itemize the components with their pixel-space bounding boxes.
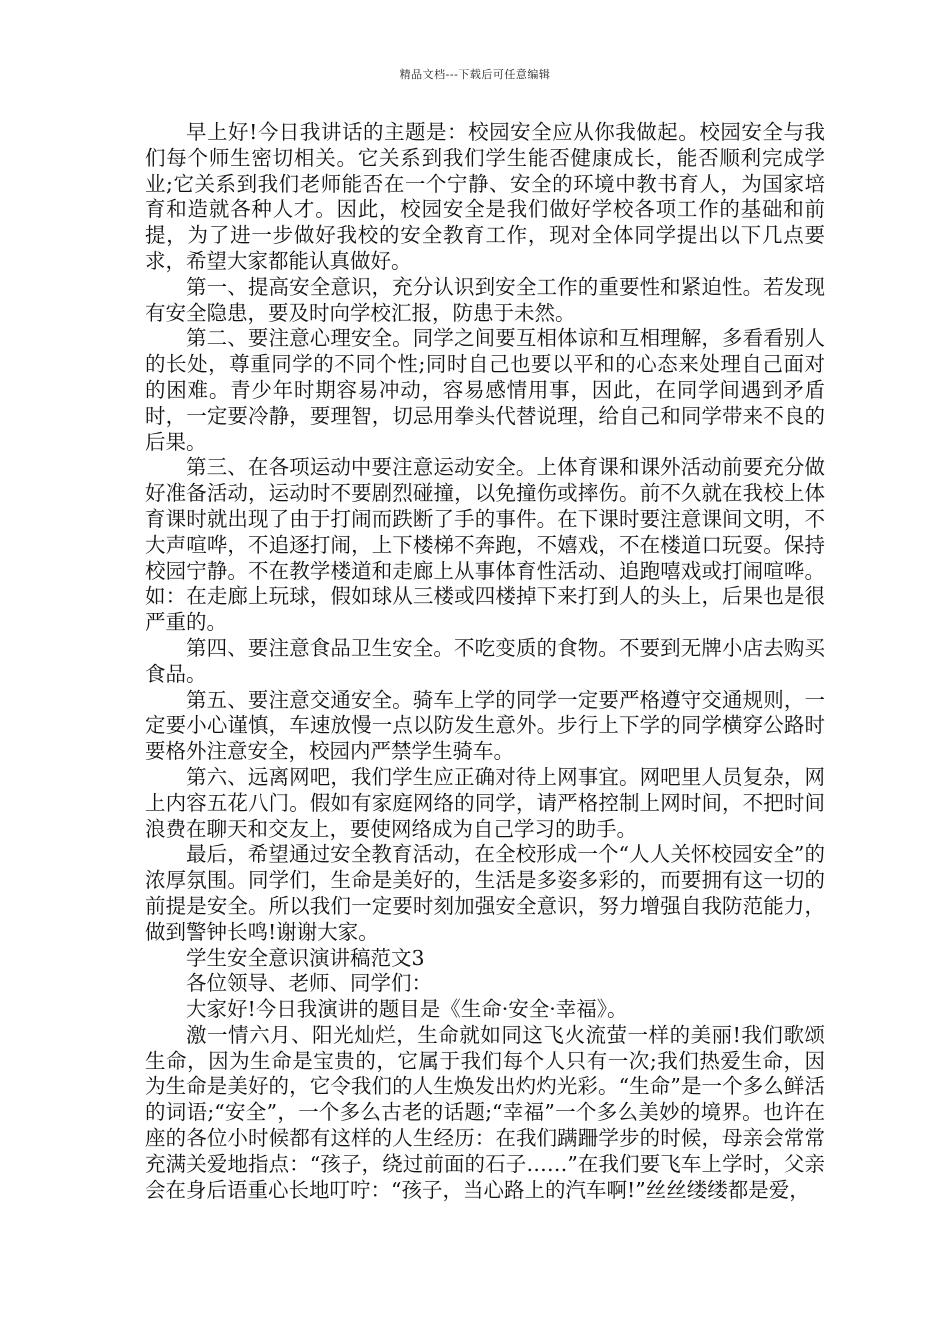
paragraph-point-6: 第六、远离网吧，我们学生应正确对待上网事宜。网吧里人员复杂，网上内容五花八门。假如有家庭网络的同学，请严格控制上网时间，不把时间浪费在聊天和交友上，要使网络成为自己学习的助手。 bbox=[145, 764, 825, 841]
paragraph-closing: 最后，希望通过安全教育活动，在全校形成一个“人人关怀校园安全”的浓厚氛围。同学们，生命是美好的，生活是多姿多彩的，而要拥有这一切的前提是安全。所以我们一定要时刻加强安全意识，努力增强自我防范能力，做到警钟长鸣!谢谢大家。 bbox=[145, 842, 825, 944]
paragraph-point-1: 第一、提高安全意识，充分认识到安全工作的重要性和紧迫性。若发现有安全隐患，要及时向学校汇报，防患于未然。 bbox=[145, 274, 825, 325]
section-title: 学生安全意识演讲稿范文3 bbox=[186, 945, 425, 970]
paragraph-point-5: 第五、要注意交通安全。骑车上学的同学一定要严格遵守交通规则，一定要小心谨慎，车速放慢一点以防发生意外。步行上下学的同学横穿公路时要格外注意安全，校园内严禁学生骑车。 bbox=[145, 687, 825, 764]
paragraph-point-3: 第三、在各项运动中要注意运动安全。上体育课和课外活动前要充分做好准备活动，运动时不要剧烈碰撞，以免撞伤或摔伤。前不久就在我校上体育课时就出现了由于打闹而跌断了手的事件。在下课时要注意课间文明，不大声喧哗，不追逐打闹，上下楼梯不奔跑，不嬉戏，不在楼道口玩耍。保持校园宁静。不在教学楼道和走廊上从事体育性活动、追跑嘻戏或打闹喧哗。如：在走廊上玩球，假如球从三楼或四楼掉下来打到人的头上，后果也是很严重的。 bbox=[145, 455, 825, 635]
paragraph-salutation: 各位领导、老师、同学们： bbox=[186, 971, 432, 996]
paragraph-point-4: 第四、要注意食品卫生安全。不吃变质的食物。不要到无牌小店去购买食品。 bbox=[145, 635, 825, 686]
page-header: 精品文档---下载后可任意编辑 bbox=[399, 68, 551, 81]
paragraph-speech-title: 大家好!今日我演讲的题目是《生命·安全·幸福》。 bbox=[186, 997, 628, 1022]
paragraph-point-2: 第二、要注意心理安全。同学之间要互相体谅和互相理解，多看看别人的长处，尊重同学的不同个性;同时自己也要以平和的心态来处理自己面对的困难。青少年时期容易冲动，容易感情用事，因此，在同学间遇到矛盾时，一定要冷静，要理智，切忌用拳头代替说理，给自己和同学带来不良的后果。 bbox=[145, 326, 825, 454]
paragraph-greeting: 早上好!今日我讲话的主题是：校园安全应从你我做起。校园安全与我们每个师生密切相关。它关系到我们学生能否健康成长，能否顺利完成学业;它关系到我们老师能否在一个宁静、安全的环境中教书育人，为国家培育和造就各种人才。因此，校园安全是我们做好学校各项工作的基础和前提，为了进一步做好我校的安全教育工作，现对全体同学提出以下几点要求，希望大家都能认真做好。 bbox=[145, 120, 825, 273]
document-body bbox=[145, 120, 825, 1203]
paragraph-speech-body: 激一情六月、阳光灿烂，生命就如同这飞火流萤一样的美丽!我们歌颂生命，因为生命是宝贵的，它属于我们每个人只有一次;我们热爱生命，因为生命是美好的，它令我们的人生焕发出灼灼光彩。“生命”是一个多么鲜活的词语;“安全”，一个多么古老的话题;“幸福”一个多么美妙的境界。也许在座的各位小时候都有这样的人生经历：在我们蹒跚学步的时候，母亲会常常充满关爱地指点：“孩子，绕过前面的石子……”在我们要飞车上学时，父亲会在身后语重心长地叮咛：“孩子，当心路上的汽车啊!”丝丝缕缕都是爱， bbox=[145, 1022, 825, 1202]
